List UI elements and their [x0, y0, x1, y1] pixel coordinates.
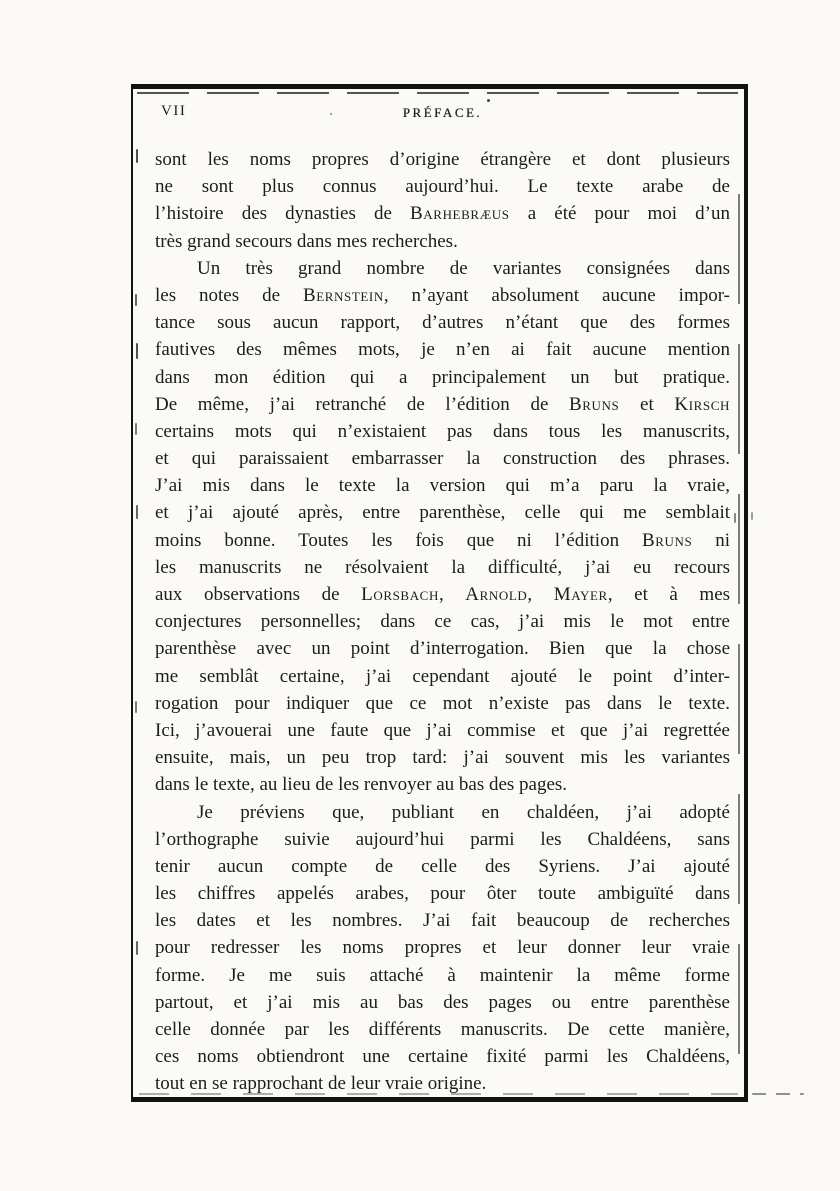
- text-line: [155, 690, 730, 717]
- text-run: , et à mes: [607, 584, 731, 605]
- text-run: a été pour moi d’un: [509, 203, 730, 225]
- text-line: [155, 282, 730, 309]
- text-run: et j’ai ajouté après, entre parenthèse, celle qui me semblait: [155, 502, 730, 524]
- text-run: tenir aucun compte de celle des Syriens. J’ai ajouté: [155, 855, 730, 877]
- text-run: Je préviens que, publiant en chaldéen, j’ai adopté: [197, 801, 730, 823]
- text-line: [155, 962, 730, 989]
- page-header: [159, 101, 726, 125]
- running-title: PRÉFACE.: [402, 105, 483, 120]
- text-line: [155, 527, 730, 554]
- text-run: , n’ayant absolument aucune impor-: [383, 284, 730, 306]
- inner-right-rule: [738, 194, 740, 1085]
- text-line: [155, 364, 730, 391]
- text-line: [155, 228, 730, 255]
- text-run: les manuscrits ne résolvaient la difficulté, j’ai eu recours: [155, 556, 730, 578]
- text-line: [155, 934, 730, 961]
- scan-mark: [135, 701, 137, 713]
- text-run: très grand secours dans mes recherches.: [155, 230, 458, 252]
- text-run: fautives des mêmes mots, je n’en ai fait aucune mention: [155, 339, 730, 361]
- text-line: [155, 445, 730, 472]
- scan-mark: [751, 512, 753, 520]
- text-run: rogation pour indiquer que ce mot n’existe pas dans le texte.: [155, 692, 730, 714]
- text-run: Un très grand nombre de variantes consignées dans: [197, 257, 730, 279]
- proper-name-smallcaps: Bruns: [641, 529, 693, 551]
- scan-mark: [752, 1093, 804, 1095]
- text-line: [155, 173, 730, 200]
- scan-mark: [487, 99, 490, 102]
- text-run: les chiffres appelés arabes, pour ôter toute ambiguïté dans: [155, 883, 730, 905]
- text-run: les dates et les nombres. J’ai fait beaucoup de recherches: [155, 910, 730, 932]
- text-line: [155, 799, 730, 826]
- proper-name-smallcaps: Arnold: [465, 584, 528, 605]
- text-line: [155, 717, 730, 744]
- text-line: [155, 907, 730, 934]
- scan-mark: [136, 941, 138, 955]
- page-number: VII: [161, 103, 187, 119]
- text-line: [155, 472, 730, 499]
- text-line: [155, 200, 730, 227]
- text-run: ces noms obtiendront une certaine fixité parmi les Chaldéens,: [155, 1046, 730, 1068]
- scan-mark: [330, 113, 332, 115]
- text-run: l’orthographe suivie aujourd’hui parmi les Chaldéens, sans: [155, 828, 730, 850]
- scan-mark: [135, 294, 137, 306]
- text-run: J’ai mis dans le texte la version qui m’a paru la vraie,: [155, 475, 730, 497]
- text-run: ,: [438, 584, 466, 605]
- text-run: aux observations de: [155, 584, 362, 605]
- text-run: les notes de: [155, 284, 303, 306]
- text-run: moins bonne. Toutes les fois que ni l’édition: [155, 529, 642, 551]
- scan-mark: [136, 505, 138, 519]
- inner-top-rule: [137, 92, 738, 94]
- text-run: celle donnée par les différents manuscrits. De cette manière,: [155, 1019, 730, 1040]
- text-line: [155, 608, 730, 635]
- text-line: [155, 418, 730, 445]
- text-run: et qui paraissaient embarrasser la construction des phrases.: [155, 448, 730, 470]
- proper-name-smallcaps: Bernstein: [302, 284, 384, 306]
- text-line: [155, 663, 730, 690]
- text-block: [155, 146, 730, 1098]
- text-line: [155, 771, 730, 798]
- text-run: ne sont plus connus aujourd’hui. Le texte arabe de: [155, 176, 730, 198]
- text-run: ni: [692, 529, 730, 551]
- text-line: [155, 146, 730, 173]
- text-run: De même, j’ai retranché de l’édition de: [155, 393, 570, 415]
- text-run: et: [619, 393, 675, 415]
- text-run: tout en se rapprochant de leur vraie origine.: [155, 1073, 487, 1095]
- text-run: parenthèse avec un point d’interrogation. Bien que la chose: [155, 638, 730, 660]
- text-line: [155, 336, 730, 363]
- text-line: [155, 744, 730, 771]
- text-run: sont les noms propres d’origine étrangère et dont plusieurs: [155, 149, 730, 170]
- scan-mark: [135, 423, 137, 435]
- page-frame: [131, 84, 748, 1102]
- proper-name-smallcaps: Lorsbach: [361, 584, 439, 605]
- text-line: [155, 1070, 730, 1097]
- text-line: [155, 554, 730, 581]
- text-line: [155, 826, 730, 853]
- proper-name-smallcaps: Bruns: [569, 393, 620, 415]
- text-line: [155, 635, 730, 662]
- text-run: ,: [527, 584, 554, 605]
- text-run: Ici, j’avouerai une faute que j’ai commise et que j’ai regrettée: [155, 719, 730, 741]
- text-line: [155, 1016, 730, 1043]
- proper-name-smallcaps: Mayer: [553, 584, 608, 605]
- text-run: tance sous aucun rapport, d’autres n’étant que des formes: [155, 312, 730, 334]
- text-run: dans mon édition qui a principalement un but pratique.: [155, 366, 730, 388]
- scan-mark: [136, 149, 138, 163]
- text-run: forme. Je me suis attaché à maintenir la même forme: [155, 964, 730, 986]
- text-line: [155, 853, 730, 880]
- text-run: l’histoire des dynasties de: [155, 203, 411, 225]
- text-line: [155, 255, 730, 282]
- text-run: ensuite, mais, un peu trop tard: j’ai souvent mis les variantes: [155, 747, 730, 769]
- text-run: dans le texte, au lieu de les renvoyer au bas des pages.: [155, 774, 568, 796]
- text-run: pour redresser les noms propres et leur donner leur vraie: [155, 937, 730, 959]
- proper-name-smallcaps: Kirsch: [674, 393, 730, 415]
- text-line: [155, 1043, 730, 1070]
- scan-mark: [734, 513, 736, 523]
- text-run: certains mots qui n’existaient pas dans tous les manuscrits,: [155, 420, 730, 442]
- scan-mark: [136, 343, 138, 359]
- text-run: partout, et j’ai mis au bas des pages ou entre parenthèse: [155, 991, 730, 1013]
- text-run: me semblât certaine, j’ai cependant ajouté le point d’inter-: [155, 665, 730, 687]
- text-run: conjectures personnelles; dans ce cas, j’ai mis le mot entre: [155, 611, 730, 633]
- text-line: [155, 391, 730, 418]
- text-line: [155, 499, 730, 526]
- proper-name-smallcaps: Barhebræus: [410, 203, 510, 225]
- text-line: [155, 309, 730, 336]
- text-line: [155, 989, 730, 1016]
- text-line: [155, 581, 730, 608]
- text-line: [155, 880, 730, 907]
